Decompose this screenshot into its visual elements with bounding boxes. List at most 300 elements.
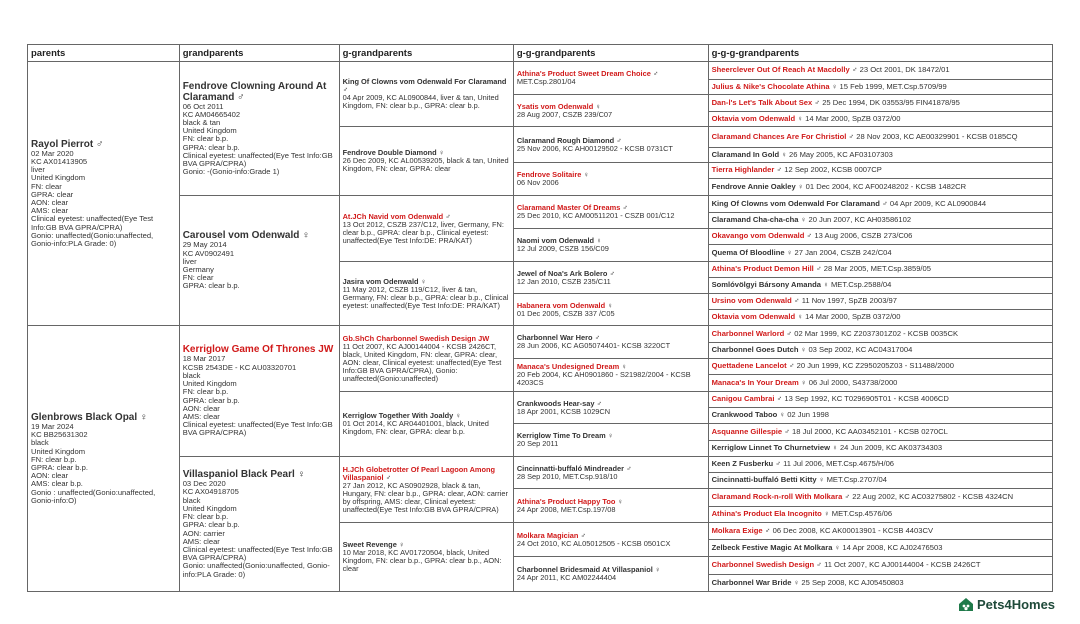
sex-symbol: ♂: [775, 459, 782, 469]
dog-name: Okavango vom Odenwald: [711, 231, 805, 241]
g-g-g-grandparent-cell: [708, 557, 1052, 575]
g-g-grandparent-cell: [513, 294, 708, 326]
g-g-g-grandparent-cell: [708, 95, 1052, 112]
dog-details: 01 Oct 2014, KC AR04401001, black, United Kingdom, FN: clear, GPRA: clear b.p.: [342, 419, 489, 436]
dog-name: Dan-l's Let's Talk About Sex: [711, 97, 813, 107]
dog-details: 18 Apr 2001, KCSB 1029CN: [516, 406, 611, 416]
dog-details: 11 Oct 2007, KC AJ00144004 - KCSB 2426CT: [824, 560, 981, 570]
g-g-g-grandparent-cell: [708, 441, 1052, 457]
g-grandparent-cell: [339, 62, 513, 127]
dog-name: Claramand Master Of Dreams: [516, 203, 621, 212]
dog-name: King Of Clowns vom Odenwald For Claramand: [342, 77, 507, 86]
grandparent-cell: [179, 457, 339, 592]
sex-symbol: ♂: [776, 394, 783, 404]
sex-symbol: ♀: [583, 170, 589, 179]
dog-name: At.JCh Navid vom Odenwald: [342, 211, 444, 221]
dog-details: 11 Nov 1997, SpZB 2003/97: [801, 296, 897, 306]
dog-detail-line: FN: clear b.p.: [182, 512, 229, 522]
sex-symbol: ♀: [831, 81, 838, 91]
g-g-g-grandparent-cell: [708, 163, 1052, 179]
dog-detail-line: KC AM04665402: [182, 109, 241, 119]
sex-symbol: ♂: [342, 85, 349, 94]
g-g-g-grandparent-cell: [708, 507, 1052, 523]
g-g-g-grandparent-cell: [708, 457, 1052, 473]
dog-details: MET.Csp.4576/06: [831, 509, 893, 519]
sex-symbol: ♂: [622, 203, 628, 212]
sex-symbol: ♂: [596, 398, 603, 408]
dog-details: 06 Dec 2008, KC AK00013901 - KCSB 4403CV: [772, 525, 934, 535]
dog-name: Kerriglow Together With Joaldy: [342, 411, 454, 420]
dog-detail-line: FN: clear: [182, 273, 214, 283]
dog-details: 11 Jul 2006, MET.Csp.4675/H/06: [783, 459, 895, 469]
sex-symbol: ♂: [815, 264, 822, 274]
g-g-g-grandparent-cell: [708, 424, 1052, 441]
dog-name: Cincinnatti-buffaló Betti Kitty: [711, 475, 817, 485]
g-grandparent-cell: [339, 196, 513, 262]
dog-details: 14 Mar 2000, SpZB 0372/00: [805, 312, 901, 322]
g-g-g-grandparent-cell: [708, 575, 1052, 592]
g-g-grandparent-cell: [513, 489, 708, 523]
pedigree-table: [27, 44, 1053, 592]
dog-name: Athina's Product Sweet Dream Choice: [516, 69, 651, 78]
dog-details: 13 Oct 2012, CSZB 237/C12, liver, Germany, FN: clear b.p., GPRA: clear b.p., Clinical eyetest: unaffected(Eye Test Info:DE: PRA/KAT): [342, 219, 504, 245]
g-grandparent-cell: [339, 457, 513, 523]
dog-detail-line: FN: clear b.p.: [182, 387, 229, 397]
dog-name: Fendrove Double Diamond: [342, 148, 437, 157]
g-g-grandparent-cell: [513, 326, 708, 359]
sex-symbol: ♂: [594, 333, 601, 342]
dog-details: 12 Jul 2009, CSZB 156/C09: [516, 244, 609, 253]
dog-details: 25 Nov 2006, KC AH00129502 - KCSB 0731CT: [516, 143, 673, 153]
dog-details: 25 Sep 2008, KC AJ05450803: [801, 577, 904, 587]
dog-details: 01 Dec 2005, CSZB 337 /C05: [516, 308, 615, 318]
g-g-g-grandparent-cell: [708, 523, 1052, 540]
g-g-g-grandparent-cell: [708, 408, 1052, 424]
dog-detail-line: KC AX01413905: [31, 156, 88, 166]
g-g-grandparent-cell: [513, 457, 708, 489]
dog-name: Kerriglow Linnet To Churnetview: [711, 443, 830, 453]
dog-detail-line: KC BB25631302: [31, 430, 88, 440]
header-grandparents: grandparents: [179, 45, 339, 62]
dog-details: 28 Aug 2007, CSZB 239/C07: [516, 109, 613, 119]
dog-details: 24 Apr 2008, MET.Csp.197/08: [516, 504, 616, 514]
dog-details: 14 Mar 2000, SpZB 0372/00: [805, 113, 901, 123]
dog-name: Quettadene Lancelot: [711, 361, 787, 371]
dog-details: 26 May 2005, KC AF03107303: [789, 149, 893, 159]
g-g-g-grandparent-cell: [708, 310, 1052, 326]
dog-name: Kerriglow Time To Dream: [516, 431, 606, 440]
g-g-grandparent-cell: [513, 424, 708, 457]
g-g-g-grandparent-cell: [708, 375, 1052, 392]
sex-symbol: ♂: [609, 268, 616, 278]
sex-symbol: ♀: [834, 542, 841, 552]
dog-name: Claramand Cha-cha-cha: [711, 215, 799, 225]
dog-name: Oktavia vom Odenwald: [711, 113, 796, 123]
g-g-grandparent-cell: [513, 196, 708, 229]
g-g-grandparent-cell: [513, 229, 708, 262]
sex-symbol: ♂: [626, 463, 632, 473]
grandparent-cell: [179, 62, 339, 196]
dog-detail-line: 19 Mar 2024: [31, 421, 74, 431]
dog-details: 12 Jan 2010, CSZB 235/C11: [516, 276, 611, 286]
dog-details: 27 Jan 2012, KC AS0902928, black & tan, Hungary, FN: clear b.p., GPRA: clear, AON: carrier by offspring, AMS: clear, Clinical eyetest: unaffected(Eye Test Info:GB BVA GPRA/CPRA): [342, 480, 508, 514]
sex-symbol: ♀: [832, 443, 838, 453]
dog-name: Tierra Highlander: [711, 165, 775, 175]
dog-detail-line: black & tan: [182, 117, 221, 127]
g-grandparent-cell: [339, 523, 513, 592]
sex-symbol: ♀: [438, 148, 445, 157]
dog-name: Rayol Pierrot: [31, 138, 94, 150]
dog-details: 02 Jun 1998: [787, 410, 830, 420]
g-g-g-grandparent-cell: [708, 392, 1052, 408]
sex-symbol: ♀: [302, 230, 310, 242]
dog-name: Charbonnel Goes Dutch: [711, 345, 799, 355]
header-parents: parents: [28, 45, 180, 62]
dog-detail-line: AON: clear: [31, 471, 69, 481]
dog-name: Claramand Rock-n-roll With Molkara: [711, 492, 843, 502]
dog-detail-line: AMS: clear: [31, 206, 69, 216]
sex-symbol: ♀: [297, 469, 306, 481]
parent-cell: [28, 326, 180, 592]
g-g-grandparent-cell: [513, 62, 708, 95]
dog-detail-line: KCSB 2543DE - KC AU03320701: [182, 362, 297, 372]
sex-symbol: ♂: [385, 472, 392, 482]
dog-name: Athina's Product Ela Incognito: [711, 509, 822, 519]
header-g-g-grandparents: g-g-grandparents: [513, 45, 708, 62]
sex-symbol: ♀: [398, 540, 405, 549]
sex-symbol: ♂: [848, 131, 855, 141]
sex-symbol: ♀: [781, 149, 787, 159]
dog-detail-line: United Kingdom: [182, 379, 237, 389]
dog-name: Asquanne Gillespie: [711, 426, 783, 436]
dog-details: 15 Feb 1999, MET.Csp.5709/99: [839, 81, 947, 91]
g-g-grandparent-cell: [513, 95, 708, 127]
dog-detail-line: 03 Dec 2020: [182, 479, 226, 489]
dog-details: 10 Mar 2018, KC AV01720504, black, United Kingdom, FN: clear b.p., GPRA: clear b.p., AON: clear: [342, 548, 502, 573]
sex-symbol: ♂: [237, 91, 245, 103]
sex-symbol: ♀: [139, 411, 148, 423]
dog-details: 13 Sep 1992, KC T0296905T01 - KCSB 4006CD: [784, 394, 949, 404]
header-row: [28, 45, 1053, 62]
dog-detail-line: black: [182, 370, 201, 380]
dog-details: 23 Oct 2001, DK 18472/01: [859, 65, 950, 75]
sex-symbol: ♂: [652, 69, 659, 78]
sex-symbol: ♀: [797, 113, 803, 123]
dog-detail-line: Gonio : unaffected(Gonio:unaffected, Gonio-info:O): [31, 487, 156, 505]
dog-name: Sweet Revenge: [342, 540, 397, 549]
dog-name: Charbonnel War Bride: [711, 577, 792, 587]
sex-symbol: ♀: [596, 236, 602, 245]
dog-name: Keen Z Fusberku: [711, 459, 774, 469]
dog-details: 20 Feb 2004, KC AH0901860 - S21982/2004 - KCSB 4203CS: [516, 370, 691, 387]
dog-detail-line: Clinical eyetest: unaffected(Eye Test Info:GB BVA GPRA/CPRA): [182, 544, 333, 563]
sex-symbol: ♂: [844, 492, 851, 502]
sex-symbol: ♀: [786, 247, 793, 257]
dog-details: MET.Csp.2801/04: [516, 77, 576, 86]
dog-detail-line: Clinical eyetest: unaffected(Eye Test Info:GB BVA GPRA/CPRA): [182, 420, 333, 438]
dog-details: 18 Jul 2000, KC AA03452101 - KCSB 0270CL: [792, 426, 948, 436]
dog-name: H.JCh Globetrotter Of Pearl Lagoon Among Villaspaniol: [342, 464, 496, 482]
sex-symbol: ♂: [776, 165, 783, 175]
dog-details: 28 Mar 2005, MET.Csp.3859/05: [823, 264, 931, 274]
dog-name: Jasira vom Odenwald: [342, 276, 419, 286]
g-g-grandparent-cell: [513, 557, 708, 592]
sex-symbol: ♀: [607, 431, 614, 440]
dog-name: Charbonnel Warlord: [711, 328, 785, 338]
dog-name: Manaca's In Your Dream: [711, 377, 799, 387]
dog-name: Charbonnel War Hero: [516, 333, 593, 342]
dog-detail-line: AON: clear: [31, 198, 69, 207]
dog-detail-line: GPRA: clear b.p.: [182, 395, 240, 405]
header-g-grandparents: g-grandparents: [339, 45, 513, 62]
dog-detail-line: black: [31, 438, 49, 448]
dog-detail-line: United Kingdom: [182, 126, 237, 136]
dog-details: 03 Sep 2002, KC AC04317004: [808, 345, 913, 355]
sex-symbol: ♂: [445, 211, 451, 221]
sex-symbol: ♂: [882, 198, 888, 208]
sex-symbol: ♂: [764, 525, 771, 535]
sex-symbol: ♀: [595, 101, 601, 111]
sex-symbol: ♀: [779, 410, 786, 420]
g-g-g-grandparent-cell: [708, 278, 1052, 294]
dog-detail-line: 29 May 2014: [182, 240, 227, 250]
dog-name: Gb.ShCh Charbonnel Swedish Design JW: [342, 333, 490, 343]
dog-name: Canigou Cambrai: [711, 394, 775, 404]
dog-detail-line: United Kingdom: [31, 446, 86, 456]
parent-cell: [28, 62, 180, 326]
dog-details: 11 Oct 2007, KC AJ00144004 - KCSB 2426CT, black, United Kingdom, FN: clear, GPRA: clear, AON: clear, Clinical eyetest: unaffected(Eye Test Info:GB BVA GPRA/CPRA), Gonio: unaffected(Gonio:unaffected): [342, 341, 502, 383]
g-grandparent-cell: [339, 127, 513, 196]
dog-detail-line: FN: clear b.p.: [31, 454, 77, 464]
dog-name: Ysatis vom Odenwald: [516, 101, 594, 111]
g-grandparent-cell: [339, 392, 513, 457]
sex-symbol: ♀: [797, 181, 804, 191]
dog-details: 11 May 2012, CSZB 119/C12, liver & tan, Germany, FN: clear b.p., GPRA: clear b.p., Clinical eyetest: unaffected(Eye Test Info:DE: PRA/KAT): [342, 284, 509, 310]
dog-details: 24 Apr 2011, KC AM02244404: [516, 573, 617, 582]
dog-name: Fendrove Clowning Around At Claramand: [182, 80, 327, 103]
dog-detail-line: 18 Mar 2017: [182, 354, 226, 364]
dog-name: Charbonnel Swedish Design: [711, 560, 815, 570]
dog-details: 24 Jun 2009, KC AK03734303: [839, 443, 943, 453]
g-g-grandparent-cell: [513, 359, 708, 392]
dog-details: MET.Csp.2707/04: [826, 475, 887, 485]
pedigree-row: [28, 62, 1053, 80]
g-g-g-grandparent-cell: [708, 80, 1052, 95]
dog-name: Fendrove Solitaire: [516, 170, 582, 179]
dog-details: 28 Jun 2006, KC AG05074401- KCSB 3220CT: [516, 341, 671, 350]
dog-name: Kerriglow Game Of Thrones JW: [182, 344, 334, 356]
dog-details: 13 Aug 2006, CSZB 273/C06: [814, 231, 913, 241]
sex-symbol: ♀: [621, 362, 627, 371]
dog-name: Athina's Product Happy Too: [516, 496, 616, 506]
g-g-g-grandparent-cell: [708, 112, 1052, 127]
dog-name: Ursino vom Odenwald: [711, 296, 792, 306]
dog-detail-line: Germany: [182, 265, 214, 274]
g-g-g-grandparent-cell: [708, 359, 1052, 375]
sex-symbol: ♂: [814, 97, 821, 107]
dog-detail-line: 06 Oct 2011: [182, 101, 224, 111]
g-g-grandparent-cell: [513, 392, 708, 424]
dog-name: Claramand In Gold: [711, 149, 780, 159]
dog-detail-line: Gonio: unaffected(Gonio:unaffected, Gonio-info:PLA Grade: 0): [182, 561, 330, 579]
dog-name: Fendrove Annie Oakley: [711, 181, 796, 191]
pedigree-row: [28, 196, 1053, 213]
dog-detail-line: liver: [182, 256, 197, 266]
dog-detail-line: FN: clear b.p.: [182, 134, 229, 144]
g-grandparent-cell: [339, 262, 513, 326]
pedigree-row: [28, 457, 1053, 473]
sex-symbol: ♂: [580, 530, 587, 540]
dog-detail-line: Clinical eyetest: unaffected(Eye Test Info:GB BVA GPRA/CPRA): [31, 214, 154, 232]
dog-name: Claramand Chances Are For Christiol: [711, 131, 847, 141]
g-g-g-grandparent-cell: [708, 473, 1052, 489]
dog-detail-line: AON: clear: [182, 403, 220, 413]
g-g-g-grandparent-cell: [708, 294, 1052, 310]
dog-name: Charbonnel Bridesmaid At Villaspaniol: [516, 565, 653, 574]
dog-name: Glenbrows Black Opal: [31, 411, 138, 423]
g-g-g-grandparent-cell: [708, 343, 1052, 359]
dog-details: 28 Nov 2003, KC AE00329901 - KCSB 0185CQ: [856, 131, 1018, 141]
dog-detail-line: GPRA: clear b.p.: [31, 463, 88, 472]
g-g-g-grandparent-cell: [708, 245, 1052, 262]
sex-symbol: ♀: [823, 280, 829, 290]
header-g-g-g-grandparents: g-g-g-grandparents: [708, 45, 1052, 62]
dog-name: Naomi vom Odenwald: [516, 236, 595, 245]
sex-symbol: ♀: [818, 475, 825, 485]
sex-symbol: ♀: [800, 377, 807, 387]
dog-name: Claramand Rough Diamond: [516, 135, 615, 145]
sex-symbol: ♀: [800, 215, 807, 225]
dog-detail-line: Gonio: -(Gonio-info:Grade 1): [182, 167, 280, 177]
g-g-g-grandparent-cell: [708, 179, 1052, 196]
g-g-g-grandparent-cell: [708, 489, 1052, 507]
dog-details: 20 Sep 2011: [516, 439, 559, 448]
dog-detail-line: GPRA: clear b.p.: [182, 281, 240, 291]
brand-name: Pets4Homes: [977, 596, 1056, 612]
dog-details: 22 Aug 2002, KC AC03275802 - KCSB 4324CN: [852, 492, 1014, 502]
sex-symbol: ♀: [800, 345, 807, 355]
dog-details: 27 Jan 2004, CSZB 242/C04: [794, 247, 892, 257]
g-g-grandparent-cell: [513, 262, 708, 294]
grandparent-cell: [179, 196, 339, 326]
sex-symbol: ♀: [420, 276, 427, 286]
g-g-g-grandparent-cell: [708, 326, 1052, 343]
dog-name: Cincinnatti-buffaló Mindreader: [516, 463, 624, 473]
dog-detail-line: 02 Mar 2020: [31, 148, 74, 158]
dog-name: Crankwoods Hear-say: [516, 398, 595, 408]
g-g-g-grandparent-cell: [708, 127, 1052, 148]
sex-symbol: ♂: [788, 361, 795, 371]
dog-name: Zelbeck Festive Magic At Molkara: [711, 542, 833, 552]
dog-detail-line: liver: [31, 165, 45, 175]
dog-name: Crankwood Taboo: [711, 410, 778, 420]
dog-details: 01 Dec 2004, KC AF00248202 - KCSB 1482CR: [805, 181, 967, 191]
sex-symbol: ♂: [616, 135, 622, 145]
sex-symbol: ♂: [96, 138, 104, 150]
dog-detail-line: black: [182, 495, 201, 505]
sex-symbol: ♀: [654, 565, 661, 574]
dog-details: 28 Sep 2010, MET.Csp.918/10: [516, 471, 618, 481]
dog-detail-line: AMS: clear b.p.: [31, 479, 83, 489]
sex-symbol: ♂: [851, 65, 858, 75]
dog-details: MET.Csp.2588/04: [830, 280, 892, 290]
dog-name: King Of Clowns vom Odenwald For Claramand: [711, 198, 880, 208]
dog-name: Jewel of Noa's Ark Bolero: [516, 268, 608, 278]
dog-details: 14 Apr 2008, KC AJ02476503: [842, 542, 943, 552]
paw-house-icon: [958, 596, 974, 612]
dog-name: Habanera vom Odenwald: [516, 300, 606, 310]
sex-symbol: ♀: [617, 496, 623, 506]
sex-symbol: ♂: [786, 328, 793, 338]
g-g-grandparent-cell: [513, 523, 708, 557]
dog-name: Manaca's Undesigned Dream: [516, 362, 620, 371]
dog-name: Somlóvölgyi Bársony Amanda: [711, 280, 822, 290]
dog-details: 04 Apr 2009, KC AL0900844: [889, 198, 987, 208]
dog-name: Quema Of Bloodline: [711, 247, 785, 257]
g-g-g-grandparent-cell: [708, 148, 1052, 163]
sex-symbol: ♀: [797, 312, 803, 322]
dog-name: Molkara Magician: [516, 530, 579, 540]
dog-detail-line: United Kingdom: [182, 503, 237, 513]
g-g-grandparent-cell: [513, 127, 708, 163]
sex-symbol: ♂: [793, 296, 800, 306]
pedigree-row: [28, 326, 1053, 343]
dog-name: Carousel vom Odenwald: [182, 230, 300, 242]
dog-details: 04 Apr 2009, KC AL0900844, liver & tan, United Kingdom, FN: clear b.p., GPRA: clear b.p.: [342, 93, 499, 110]
dog-name: Sheerclever Out Of Reach At Macdolly: [711, 65, 850, 75]
dog-name: Julius & Nike's Chocolate Athina: [711, 81, 830, 91]
sex-symbol: ♀: [455, 411, 461, 420]
sex-symbol: ♀: [607, 300, 613, 310]
dog-detail-line: AMS: clear: [182, 536, 220, 546]
dog-details: 06 Jul 2000, S43738/2000: [808, 377, 898, 387]
dog-name: Molkara Exige: [711, 525, 763, 535]
dog-details: 02 Mar 1999, KC Z2037301Z02 - KCSB 0035CK: [794, 328, 959, 338]
dog-details: 24 Oct 2010, KC AL05012505 - KCSB 0501CX: [516, 538, 671, 548]
dog-detail-line: Gonio: unaffected(Gonio:unaffected, Gonio-info:PLA Grade: 0): [31, 230, 154, 249]
dog-detail-line: AON: carrier: [182, 528, 225, 538]
g-g-g-grandparent-cell: [708, 262, 1052, 278]
dog-name: Oktavia vom Odenwald: [711, 312, 796, 322]
g-g-g-grandparent-cell: [708, 62, 1052, 80]
dog-detail-line: KC AX04918705: [182, 487, 239, 497]
pets4homes-logo: [958, 596, 1055, 612]
dog-detail-line: GPRA: clear: [31, 189, 74, 199]
dog-detail-line: United Kingdom: [31, 173, 86, 183]
sex-symbol: ♀: [793, 577, 800, 587]
dog-details: 20 Jun 1999, KC Z2950205Z03 - S11488/2000: [796, 361, 954, 371]
dog-details: 12 Sep 2002, KCSB 0007CP: [784, 165, 882, 175]
dog-details: 20 Jun 2007, KC AH03586102: [808, 215, 912, 225]
dog-detail-line: KC AV0902491: [182, 248, 235, 258]
dog-detail-line: GPRA: clear b.p.: [182, 142, 240, 152]
dog-details: 06 Nov 2006: [516, 178, 559, 187]
dog-name: Athina's Product Demon Hill: [711, 264, 814, 274]
dog-detail-line: FN: clear: [31, 181, 62, 191]
dog-detail-line: AMS: clear: [182, 411, 220, 421]
grandparent-cell: [179, 326, 339, 457]
g-grandparent-cell: [339, 326, 513, 392]
sex-symbol: ♀: [823, 509, 830, 519]
g-g-grandparent-cell: [513, 163, 708, 196]
dog-detail-line: GPRA: clear b.p.: [182, 520, 240, 530]
g-g-g-grandparent-cell: [708, 196, 1052, 213]
g-g-g-grandparent-cell: [708, 229, 1052, 245]
g-g-g-grandparent-cell: [708, 540, 1052, 557]
sex-symbol: ♂: [816, 560, 822, 570]
g-g-g-grandparent-cell: [708, 213, 1052, 229]
dog-name: Villaspaniol Black Pearl: [182, 469, 295, 481]
